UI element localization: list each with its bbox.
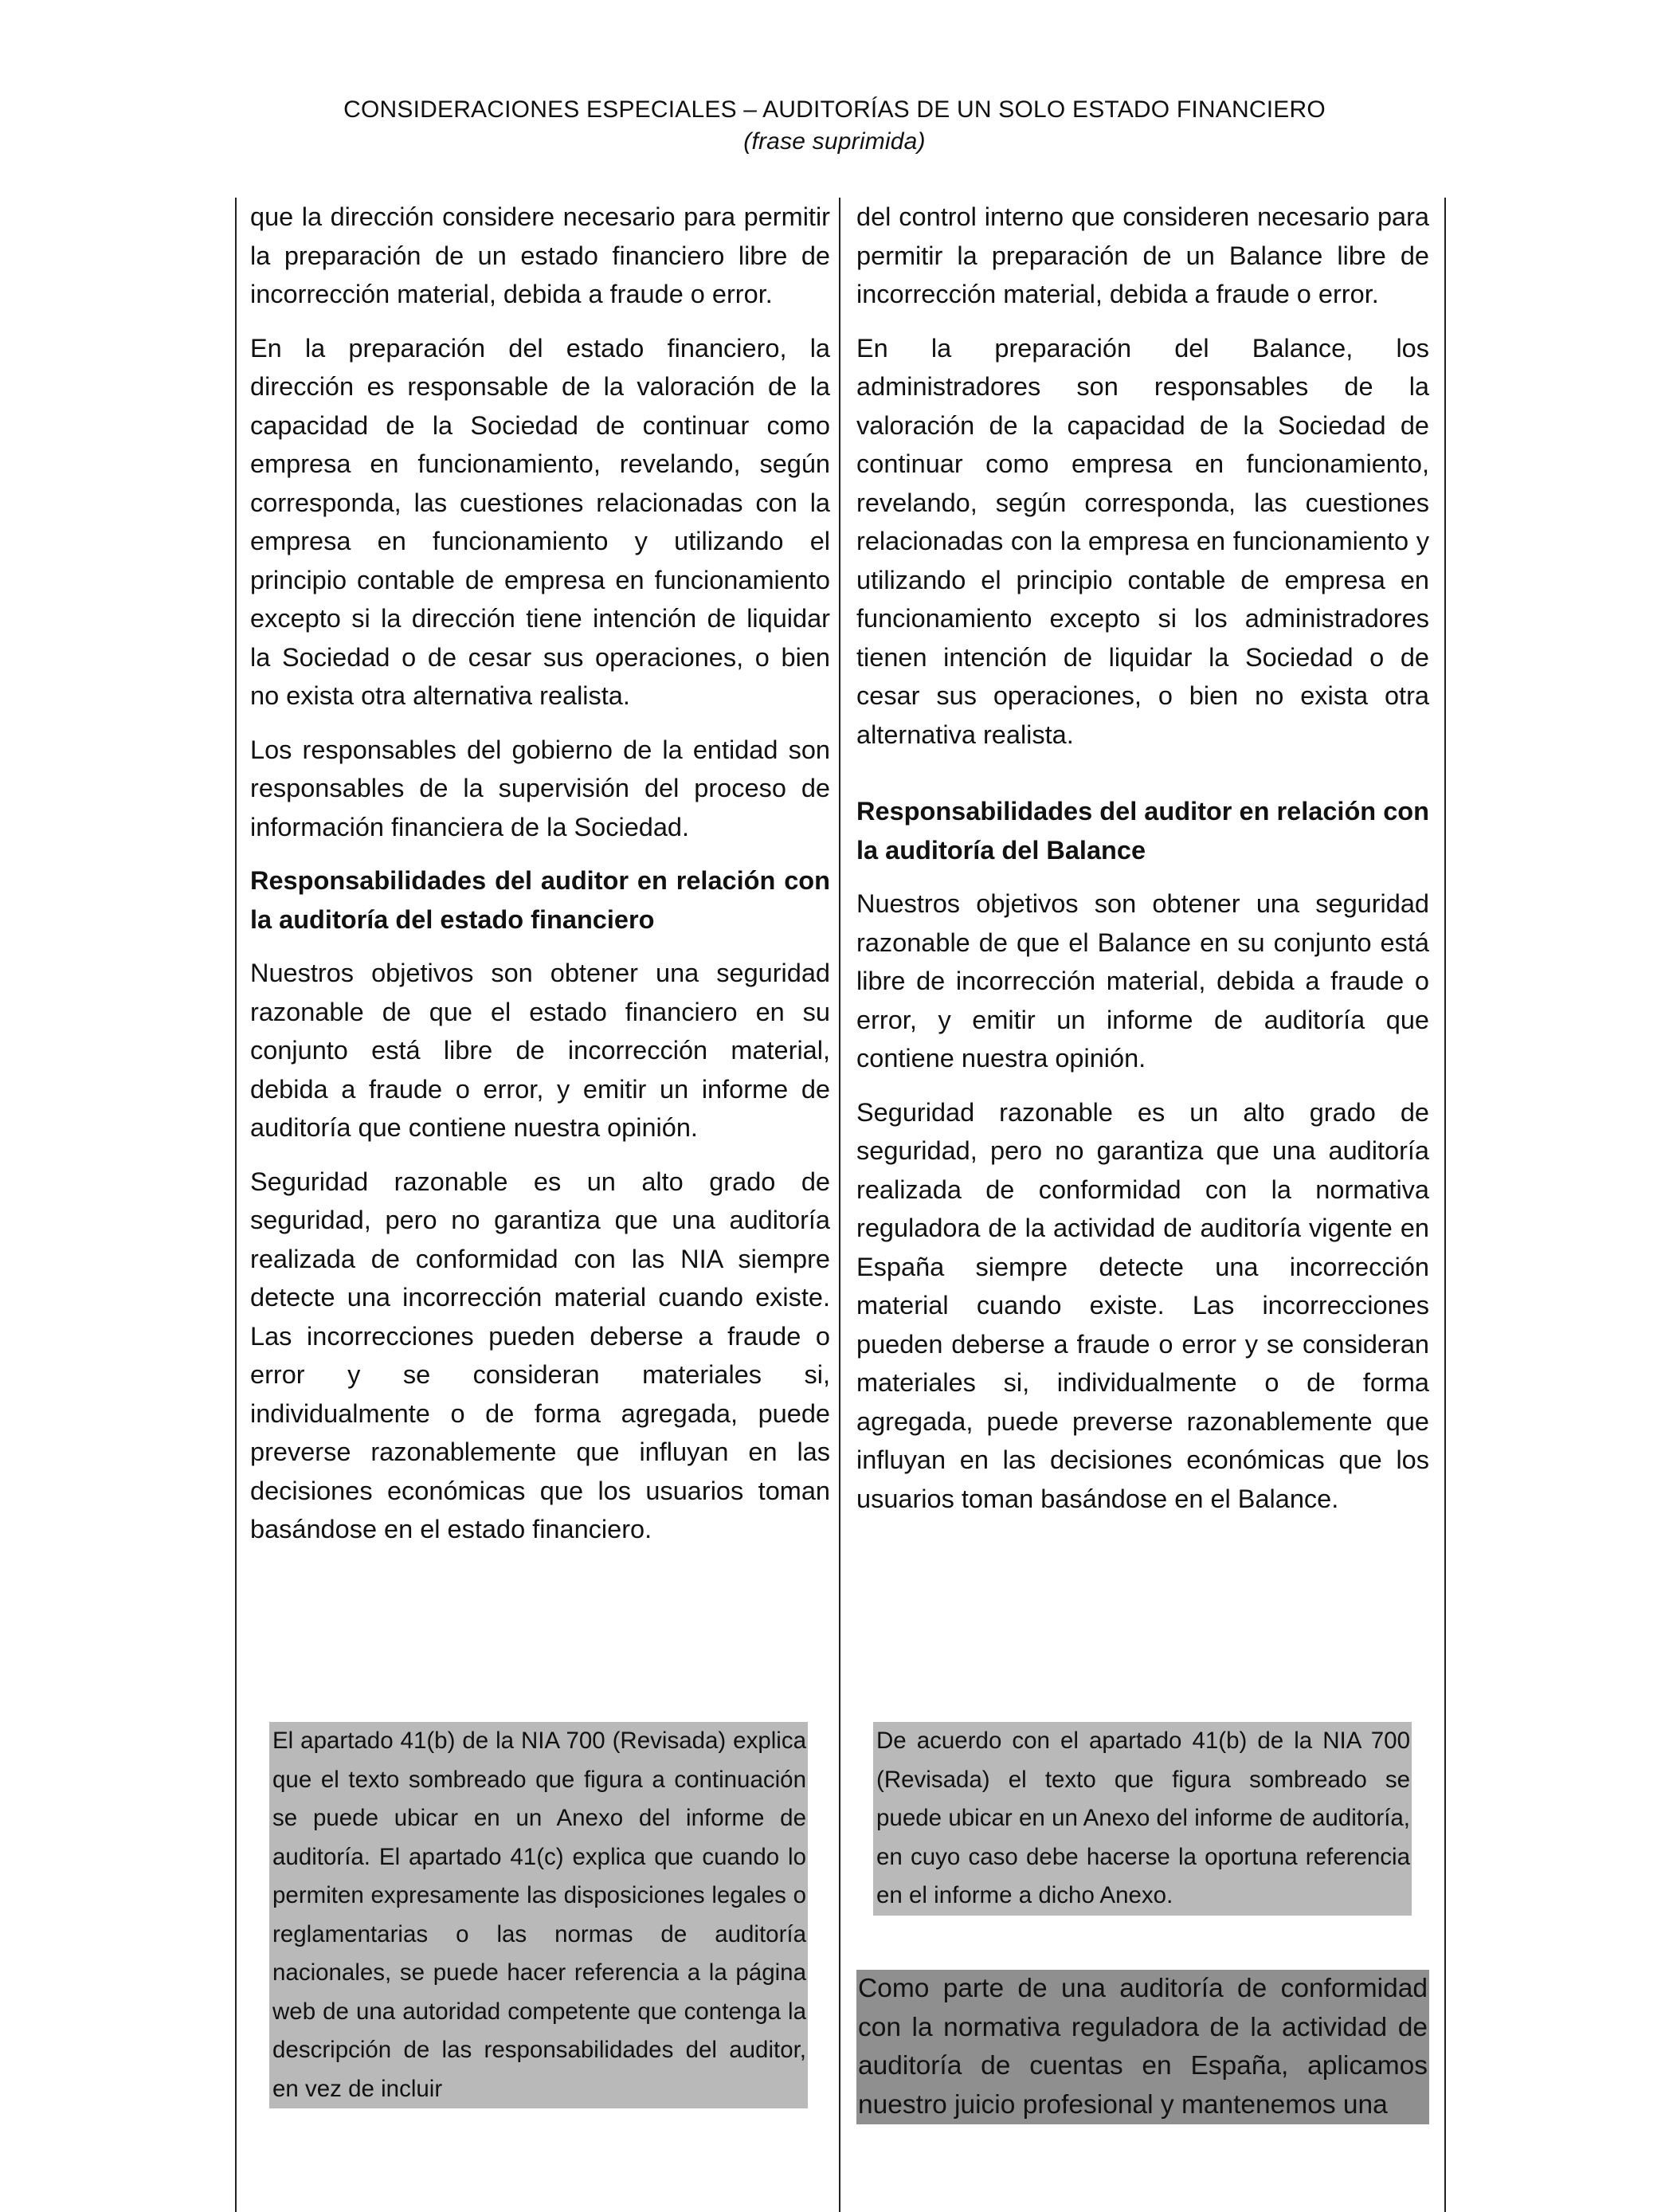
left-paragraph-1: que la dirección considere necesario para permitir la preparación de un estado financiero libre de incorrección material, debida a fraude o error. [250, 202, 830, 308]
page-title: CONSIDERACIONES ESPECIALES – AUDITORÍAS DE UN SOLO ESTADO FINANCIERO [343, 96, 1326, 123]
left-section-heading: Responsabilidades del auditor en relación con la auditoría del estado financiero [250, 866, 830, 934]
right-paragraph-4: Seguridad razonable es un alto grado de seguridad, pero no garantiza que una auditoría realizada de conformidad con la normativa reguladora de la actividad de auditoría vigente en España siempre detecte una incorrección material cuando existe. Las incorrecciones pueden deberse a fraude o error y se consideran materiales si, individualmente o de forma agregada, puede preverse razonablemente que influyan en las decisiones económicas que los usuarios toman basándose en el Balance. [856, 1097, 1429, 1513]
right-spacer [856, 769, 1429, 792]
left-column [250, 198, 830, 1564]
right-column [856, 198, 1429, 1533]
right-shaded-note: De acuerdo con el apartado 41(b) de la NIA 700 (Revisada) el texto que figura sombreado se puede ubicar en un Anexo del informe de auditoría, en cuyo caso debe hacerse la oportuna referencia en el informe a dicho Anexo. [873, 1722, 1412, 1916]
right-section-heading: Responsabilidades del auditor en relación con la auditoría del Balance [856, 797, 1429, 865]
page-subtitle: (frase suprimida) [743, 128, 926, 155]
right-paragraph-1: del control interno que consideren necesario para permitir la preparación de un Balance libre de incorrección material, debida a fraude o error. [856, 202, 1429, 308]
left-paragraph-3: Los responsables del gobierno de la entidad son responsables de la supervisión del proceso de información financiera de la Sociedad. [250, 735, 830, 841]
right-shaded-paragraph: Como parte de una auditoría de conformidad con la normativa reguladora de la actividad de auditoría de cuentas en España, aplicamos nuestro juicio profesional y mantenemos una [856, 1970, 1429, 2124]
left-paragraph-5: Seguridad razonable es un alto grado de seguridad, pero no garantiza que una auditoría realizada de conformidad con las NIA siempre detecte una incorrección material cuando existe. Las incorrecciones pueden deberse a fraude o error y se consideran materiales si, individualmente o de forma agregada, puede preverse razonablemente que influyan en las decisiones económicas que los usuarios toman basándose en el estado financiero. [250, 1167, 830, 1543]
right-paragraph-3: Nuestros objetivos son obtener una seguridad razonable de que el Balance en su conjunto está libre de incorrección material, debida a fraude o error, y emitir un informe de auditoría que contiene nuestra opinión. [856, 889, 1429, 1073]
page-header [0, 94, 1669, 158]
left-paragraph-2: En la preparación del estado financiero, la dirección es responsable de la valoración de la capacidad de la Sociedad de continuar como empresa en funcionamiento, revelando, según corresponda, las cuestiones relacionadas con la empresa en funcionamiento y utilizando el principio contable de empresa en funcionamiento excepto si la dirección tiene intención de liquidar la Sociedad o de cesar sus operaciones, o bien no exista otra alternativa realista. [250, 333, 830, 710]
left-paragraph-4: Nuestros objetivos son obtener una seguridad razonable de que el estado financiero en su conjunto está libre de incorrección material, debida a fraude o error, y emitir un informe de auditoría que contiene nuestra opinión. [250, 959, 830, 1142]
left-border-line [235, 198, 237, 2212]
right-border-line [1444, 198, 1446, 2212]
column-divider-line [839, 198, 840, 2212]
left-shaded-note: El apartado 41(b) de la NIA 700 (Revisada) explica que el texto sombreado que figura a continuación se puede ubicar en un Anexo del informe de auditoría. El apartado 41(c) explica que cuando lo permiten expresamente las disposiciones legales o reglamentarias o las normas de auditoría nacionales, se puede hacer referencia a la página web de una autoridad competente que contenga la descripción de las responsabilidades del auditor, en vez de incluir [269, 1722, 808, 2108]
right-paragraph-2: En la preparación del Balance, los administradores son responsables de la valoración de la capacidad de la Sociedad de continuar como empresa en funcionamiento, revelando, según corresponda, las cuestiones relacionadas con la empresa en funcionamiento y utilizando el principio contable de empresa en funcionamiento excepto si los administradores tienen intención de liquidar la Sociedad o de cesar sus operaciones, o bien no exista otra alternativa realista. [856, 333, 1429, 749]
